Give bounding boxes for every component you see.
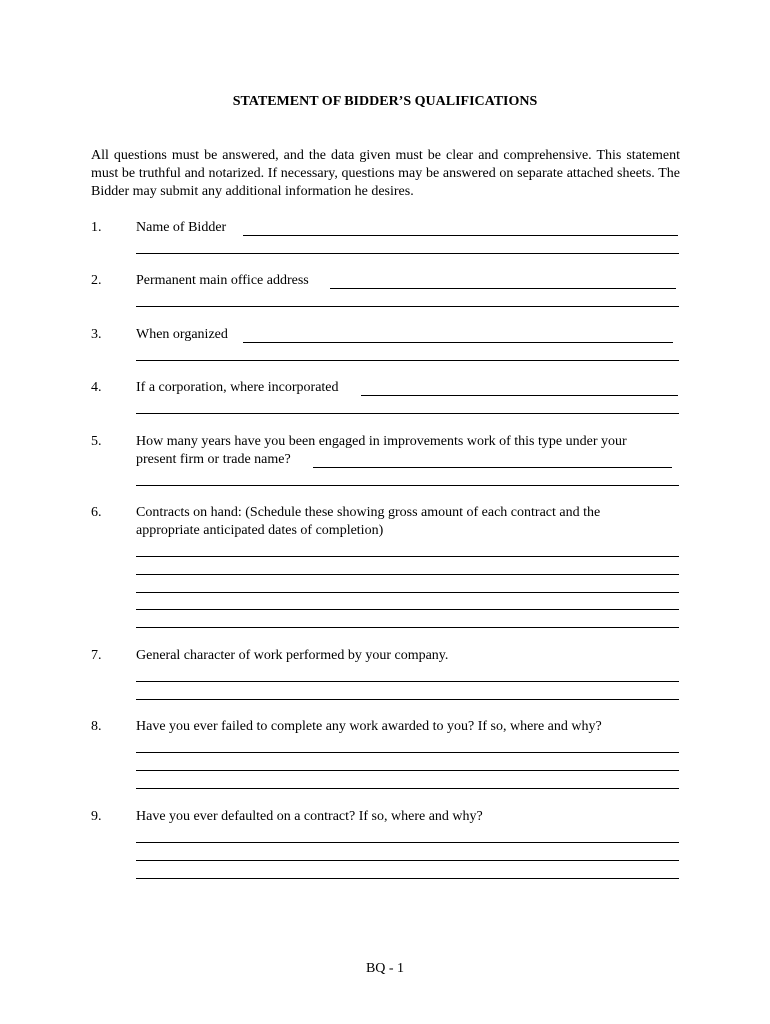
question-4-answer-line[interactable]: [136, 413, 679, 414]
document-title: STATEMENT OF BIDDER’S QUALIFICATIONS: [232, 94, 538, 109]
question-9-answer-line[interactable]: [136, 878, 679, 879]
question-1-answer-line[interactable]: [243, 235, 678, 236]
question-2-answer-line[interactable]: [136, 306, 679, 307]
question-1-number: 1.: [91, 220, 102, 235]
question-2-number: 2.: [91, 273, 102, 288]
question-5-number: 5.: [91, 434, 102, 449]
question-3-answer-line[interactable]: [243, 342, 673, 343]
question-5-label: How many years have you been engaged in improvements work of this type under your: [136, 434, 627, 449]
question-9-label: Have you ever defaulted on a contract? If so, where and why?: [136, 809, 483, 824]
question-6-answer-line[interactable]: [136, 609, 679, 610]
question-8-answer-line[interactable]: [136, 770, 679, 771]
question-4-label: If a corporation, where incorporated: [136, 380, 339, 395]
question-3-answer-line[interactable]: [136, 360, 679, 361]
question-8-answer-line[interactable]: [136, 788, 679, 789]
question-8-number: 8.: [91, 719, 102, 734]
question-4-answer-line[interactable]: [361, 395, 678, 396]
question-2-answer-line[interactable]: [330, 288, 676, 289]
question-9-number: 9.: [91, 809, 102, 824]
question-6-answer-line[interactable]: [136, 592, 679, 593]
question-6-number: 6.: [91, 505, 102, 520]
question-5-answer-line[interactable]: [313, 467, 672, 468]
question-9-answer-line[interactable]: [136, 842, 679, 843]
question-9-answer-line[interactable]: [136, 860, 679, 861]
question-3-number: 3.: [91, 327, 102, 342]
instructions-paragraph: All questions must be answered, and the data given must be clear and comprehensive. This statement must be truthful and notarized. If necessary, questions may be answered on separate attached sheets. The Bidder may submit any additional information he desires.: [91, 148, 680, 199]
question-5-answer-line[interactable]: [136, 485, 679, 486]
question-8-label: Have you ever failed to complete any work awarded to you? If so, where and why?: [136, 719, 602, 734]
question-1-answer-line[interactable]: [136, 253, 679, 254]
question-6-answer-line[interactable]: [136, 556, 679, 557]
question-6-answer-line[interactable]: [136, 574, 679, 575]
question-2-label: Permanent main office address: [136, 273, 309, 288]
question-5-label-continued: present firm or trade name?: [136, 452, 291, 467]
question-7-answer-line[interactable]: [136, 681, 679, 682]
question-6-label-continued: appropriate anticipated dates of completion): [136, 523, 384, 538]
question-3-label: When organized: [136, 327, 228, 342]
question-7-answer-line[interactable]: [136, 699, 679, 700]
question-1-label: Name of Bidder: [136, 220, 227, 235]
question-7-label: General character of work performed by your company.: [136, 648, 449, 663]
question-6-label: Contracts on hand: (Schedule these showing gross amount of each contract and the: [136, 505, 601, 520]
question-6-answer-line[interactable]: [136, 627, 679, 628]
question-7-number: 7.: [91, 648, 102, 663]
question-8-answer-line[interactable]: [136, 752, 679, 753]
question-4-number: 4.: [91, 380, 102, 395]
page-number: BQ - 1: [365, 961, 405, 976]
